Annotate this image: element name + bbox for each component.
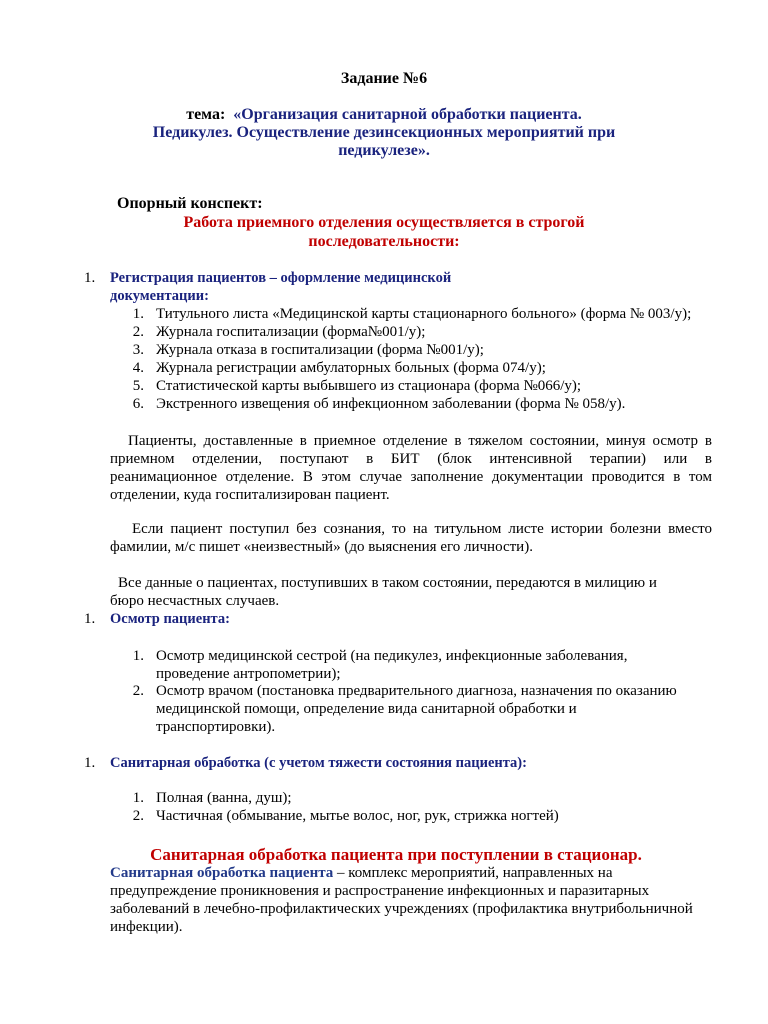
paragraph-critical-patients: [110, 432, 712, 504]
topic-line-1: [0, 106, 768, 124]
sanitary-heading: Санитарная обработка пациента при поступлении в стационар.: [150, 845, 642, 864]
list-item-continuation: проведение антропометрии);: [156, 666, 341, 682]
paragraph-police-line-2: бюро несчастных случаев.: [110, 593, 280, 609]
task-title: Задание №6: [340, 70, 428, 87]
definition-line-2: предупреждение проникновения и распространение инфекционных и паразитарных: [110, 883, 650, 899]
paragraph-unconscious: [110, 520, 712, 556]
intro-red-line-1: Работа приемного отделения осуществляется в строгой: [183, 214, 585, 231]
topic-line-2: Педикулез. Осуществление дезинсекционных мероприятий при: [152, 124, 616, 141]
topic-text-1: «Организация санитарной обработки пациента.: [233, 106, 582, 123]
section3-title: Санитарная обработка (с учетом тяжести состояния пациента):: [110, 755, 527, 771]
paragraph-line: Если пациент поступил без сознания, то на титульном листе истории болезни вместо: [132, 521, 712, 537]
definition-rest: – комплекс мероприятий, направленных на: [333, 865, 613, 881]
list-item-continuation: транспортировки).: [156, 719, 276, 735]
topic-line-3: педикулезе».: [338, 142, 430, 159]
section2-title: Осмотр пациента:: [110, 611, 230, 627]
list-item-continuation: медицинской помощи, определение вида санитарной обработки и: [156, 701, 577, 717]
paragraph-line: реанимационное отделение. В этом случае заполнение документации проводится в том: [110, 469, 712, 485]
paragraph-police-line-1: Все данные о пациентах, поступивших в таком состоянии, передаются в милицию и: [118, 575, 657, 591]
intro-red-line-2: последовательности:: [308, 233, 460, 250]
summary-heading: Опорный конспект:: [117, 195, 263, 212]
paragraph-line: Пациенты, доставленные в приемное отделение в тяжелом состоянии, минуя осмотр в: [128, 433, 712, 449]
definition-term: Санитарная обработка пациента: [110, 865, 334, 881]
definition-line-1: [110, 864, 613, 882]
document-page: Задание №6 тема: «Организация санитарной обработки пациента. Педикулез. Осуществление дезинсекционных мероприятий при педикулезе». Опорный конспект: Работа приемного отделения осуществляется в строгой последовательности: 1. Регистрация пациентов – оформление медицинской документации: 1. Титульного листа «Медицинской карты стационарного больного» (форма № 003/у); 2. Журнала госпитализации (форма№001/у); 3. Журнала отказа в госпитализации (форма №001/у); 4. Журнала регистрации амбулаторных больных (форма 074/у); 5. Статистической карты выбывшего из стационара (форма №066/у); 6. Экстренного извещения об инфекционном заболевании (форма № 058/у). Пациенты, доставленные в приемное отделение в тяжелом состоянии, минуя осмотр в приемном отделении, поступают в БИТ (блок интенсивной терапии) или в реанимационное отделение. В этом случае заполнение документации проводится в том отделении, куда госпитализирован пациент. Если пациент поступил без сознания, то на титульном листе истории болезни вместо фамилии, м/с пишет «неизвестный» (до выяснения его личности). Все данные о пациентах, поступивших в таком состоянии, передаются в милицию и бюро несчастных случаев. 1. Осмотр пациента: 1. Осмотр медицинской сестрой (на педикулез, инфекционные заболевания, проведение антропометрии); 2. Осмотр врачом (постановка предварительного диагноза, назначения по оказанию медицинской помощи, определение вида санитарной обработки и транспортировки). 1. Санитарная обработка (с учетом тяжести состояния пациента): 1. Полная (ванна, душ); 2. Частичная (обмывание, мытье волос, ног, рук, стрижка ногтей) Санитарная обработка пациента при поступлении в стационар. Санитарная обработка пациента – комплекс мероприятий, направленных на предупреждение проникновения и распространение инфекционных и паразитарных заболеваний в лечебно-профилактических учреждениях (профилактика внутрибольничной инфекции).: [0, 0, 768, 1024]
paragraph-line: отделении, куда госпитализирован пациент.: [110, 487, 390, 503]
section1-title-line-1: Регистрация пациентов – оформление медицинской: [110, 270, 452, 286]
section2-number: 1.: [84, 611, 96, 627]
section1-title-line-2: документации:: [110, 288, 209, 304]
paragraph-line: приемном отделении, поступают в БИТ (блок интенсивной терапии) или в: [110, 451, 712, 467]
definition-line-4: инфекции).: [110, 919, 183, 935]
topic-prefix: тема:: [186, 106, 226, 123]
section1-number: 1.: [84, 270, 96, 286]
definition-line-3: заболеваний в лечебно-профилактических учреждениях (профилактика внутрибольничной: [110, 901, 693, 917]
section3-number: 1.: [84, 755, 96, 771]
paragraph-line: фамилии, м/с пишет «неизвестный» (до выяснения его личности).: [110, 539, 533, 555]
